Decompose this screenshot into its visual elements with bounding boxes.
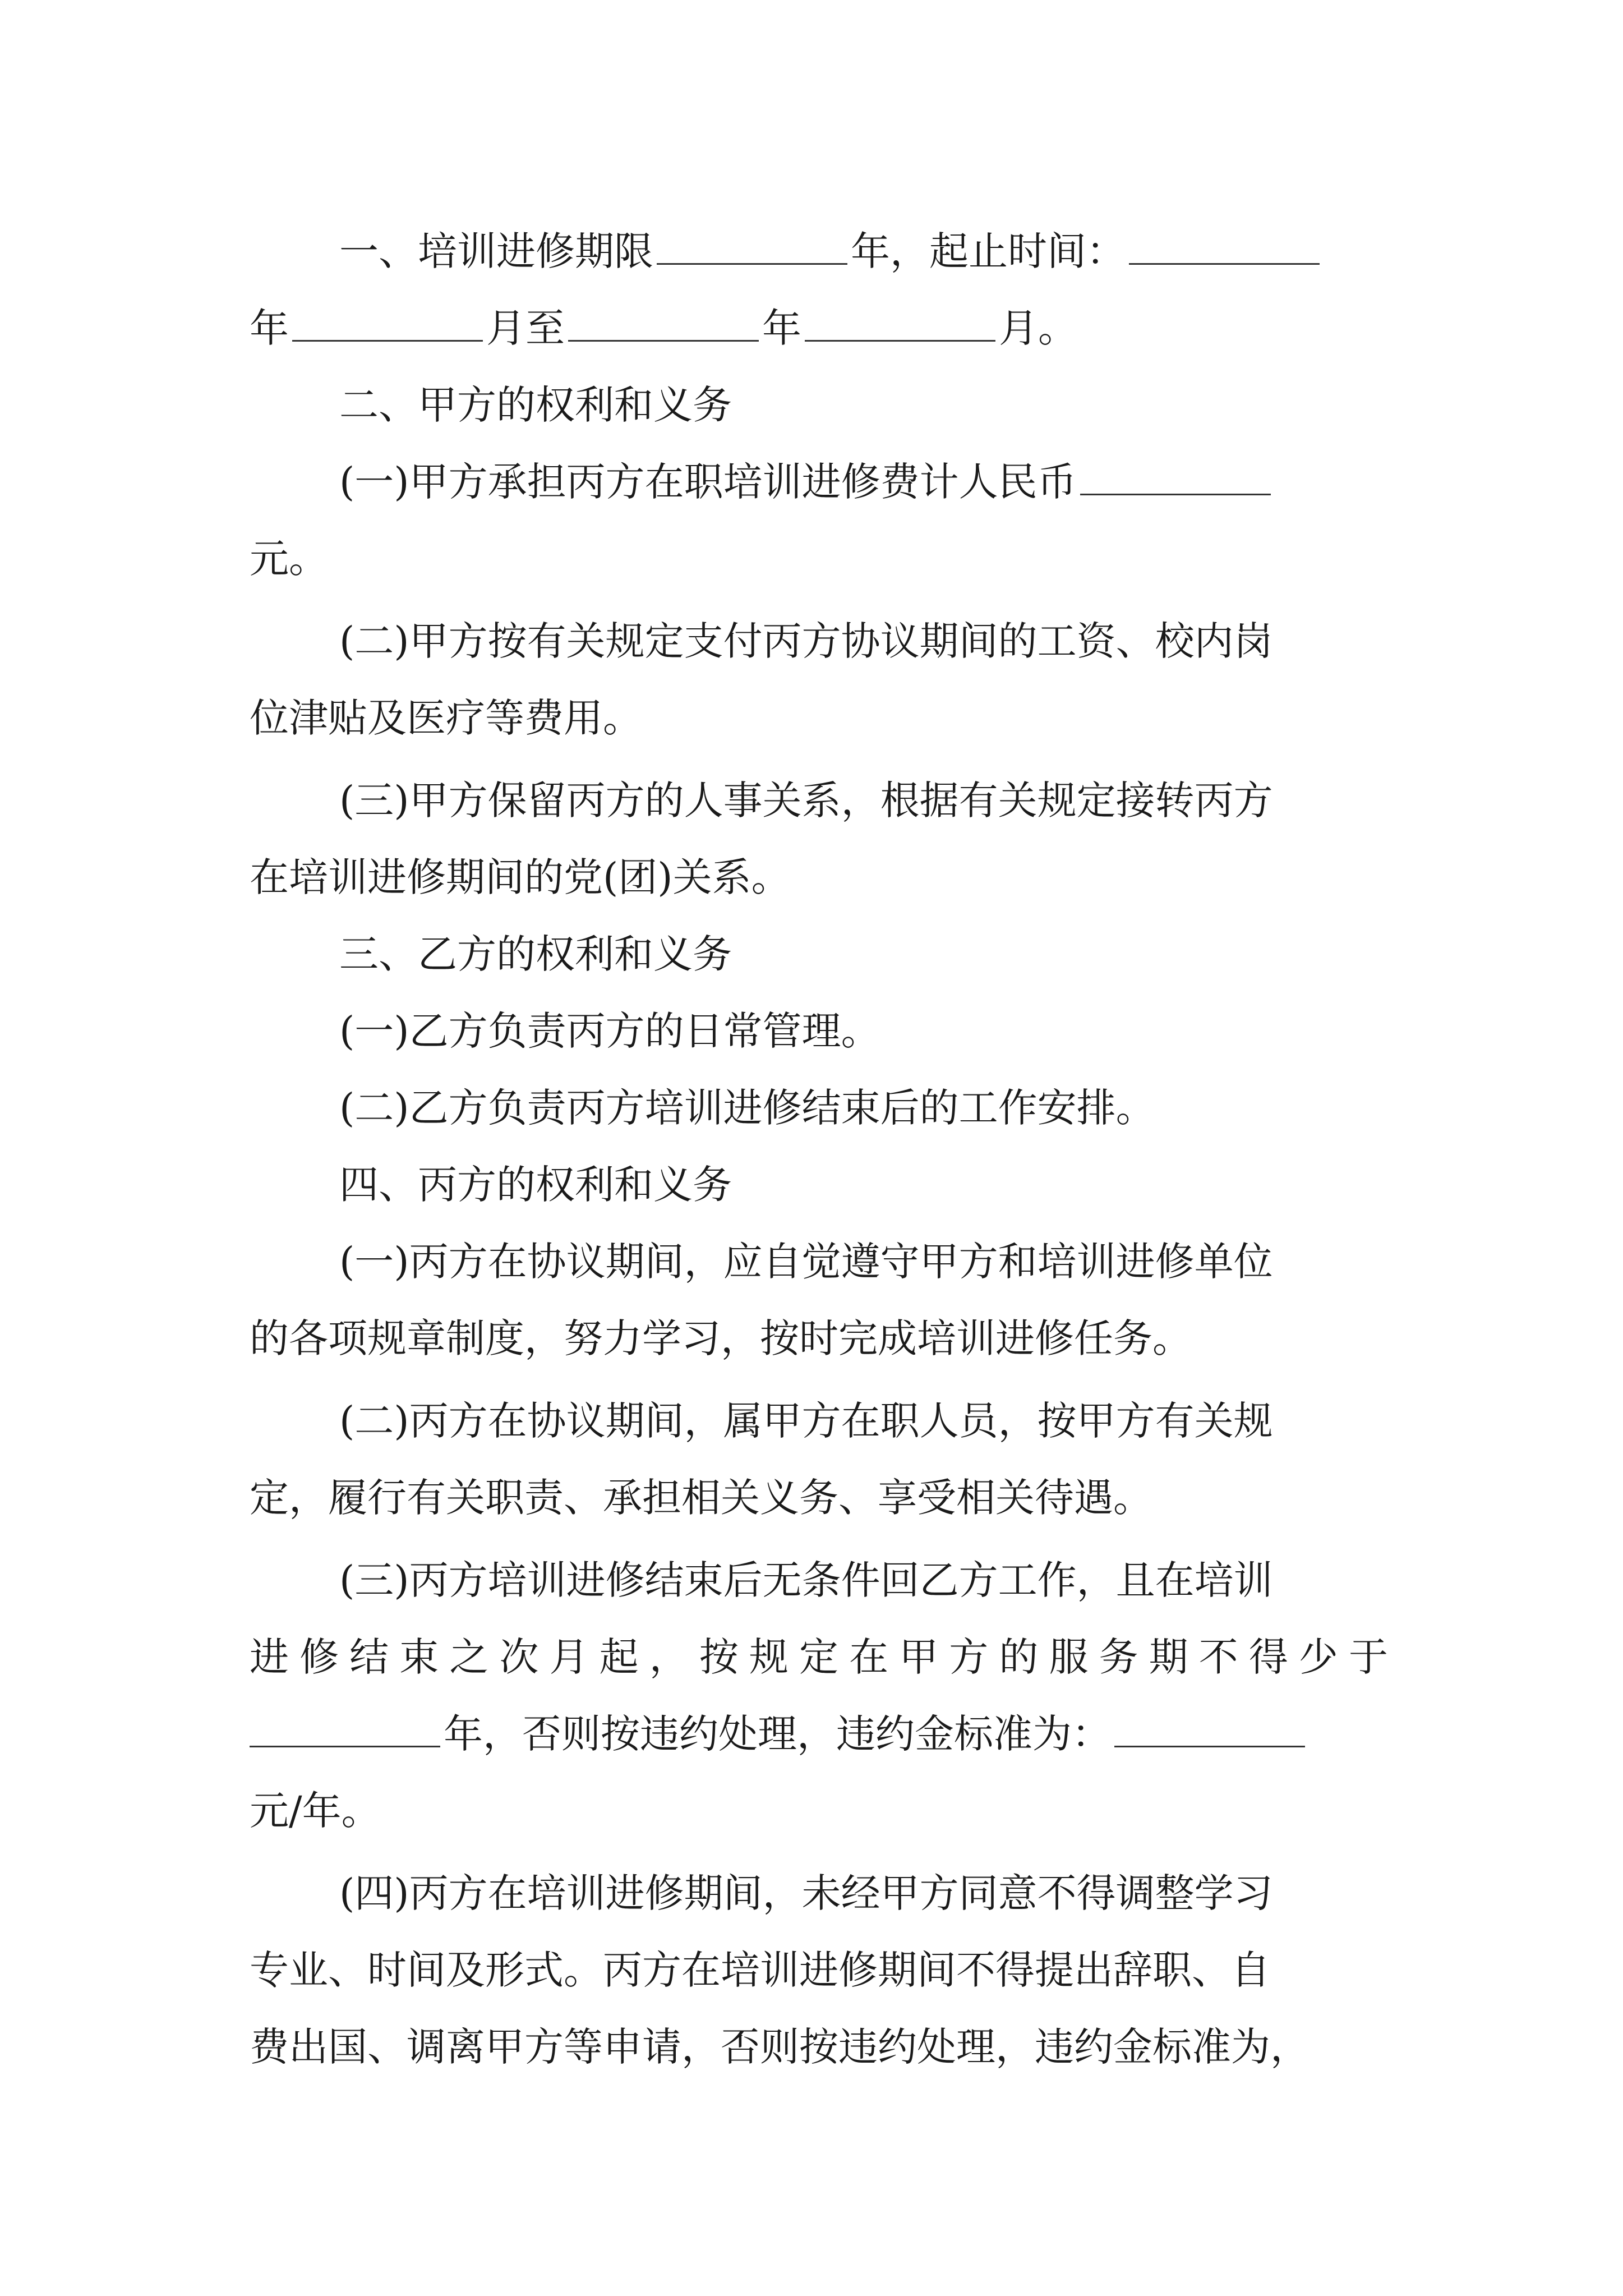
blank-field bbox=[250, 1706, 440, 1747]
clause-c-1-line-1: (一)丙方在协议期间，应自觉遵守甲方和培训进修单位 bbox=[339, 1239, 1273, 1285]
clause-c-2-line-1: (二)丙方在协议期间，属甲方在职人员，按甲方有关规 bbox=[339, 1398, 1273, 1444]
blank-field bbox=[1114, 1706, 1305, 1747]
blank-field bbox=[805, 301, 995, 342]
document-body bbox=[250, 213, 1388, 2086]
blank-field bbox=[292, 301, 483, 342]
clause-b-2: (二)乙方负责丙方培训进修结束后的工作安排。 bbox=[339, 1085, 1155, 1131]
clause-a-1-line-2: 元。 bbox=[250, 536, 328, 582]
clause-c-4-line-1: (四)丙方在培训进修期间，未经甲方同意不得调整学习 bbox=[339, 1870, 1273, 1916]
text: 年，起止时间： bbox=[851, 228, 1126, 274]
clause-a-3-line-1: (三)甲方保留丙方的人事关系，根据有关规定接转丙方 bbox=[339, 777, 1273, 823]
blank-field bbox=[657, 224, 847, 265]
blank-field bbox=[1080, 454, 1271, 495]
clause-c-3-line-4: 元/年。 bbox=[250, 1788, 381, 1834]
blank-field bbox=[1129, 224, 1320, 265]
section-heading-party-c: 四、丙方的权利和义务 bbox=[339, 1162, 732, 1208]
text: 年，否则按违约处理，违约金标准为： bbox=[444, 1711, 1111, 1757]
text: 年 bbox=[762, 305, 801, 351]
clause-c-3-line-1: (三)丙方培训进修结束后无条件回乙方工作，且在培训 bbox=[339, 1557, 1273, 1603]
text: 月。 bbox=[999, 305, 1077, 351]
clause-a-1-line-1 bbox=[250, 444, 1388, 521]
clause-c-1-line-2: 的各项规章制度，努力学习，按时完成培训进修任务。 bbox=[250, 1315, 1192, 1361]
text: 一、培训进修期限 bbox=[339, 228, 653, 274]
text: 月至 bbox=[486, 305, 565, 351]
clause-a-2-line-1: (二)甲方按有关规定支付丙方协议期间的工资、校内岗 bbox=[339, 618, 1273, 664]
training-period-line-1 bbox=[250, 213, 1388, 290]
text: 年 bbox=[250, 305, 289, 351]
text: (一)甲方承担丙方在职培训进修费计人民币 bbox=[339, 459, 1077, 505]
clause-a-2-line-2: 位津贴及医疗等费用。 bbox=[250, 695, 642, 741]
clause-a-3-line-2: 在培训进修期间的党(团)关系。 bbox=[250, 854, 791, 900]
blank-field bbox=[568, 301, 759, 342]
clause-c-4-line-2: 专业、时间及形式。丙方在培训进修期间不得提出辞职、自 bbox=[250, 1947, 1270, 1993]
clause-c-3-line-3 bbox=[250, 1696, 1388, 1773]
section-heading-party-a: 二、甲方的权利和义务 bbox=[339, 382, 732, 428]
section-heading-party-b: 三、乙方的权利和义务 bbox=[339, 931, 732, 977]
clause-c-4-line-3: 费出国、调离甲方等申请，否则按违约处理，违约金标准为， bbox=[250, 2024, 1310, 2070]
clause-b-1: (一)乙方负责丙方的日常管理。 bbox=[339, 1008, 880, 1054]
clause-c-2-line-2: 定，履行有关职责、承担相关义务、享受相关待遇。 bbox=[250, 1475, 1152, 1521]
clause-c-3-line-2 bbox=[250, 1619, 1388, 1696]
training-period-line-2 bbox=[250, 290, 1388, 367]
text: 进修结束之次月起，按规定在甲方的服务期不得少于 bbox=[250, 1634, 1388, 1680]
